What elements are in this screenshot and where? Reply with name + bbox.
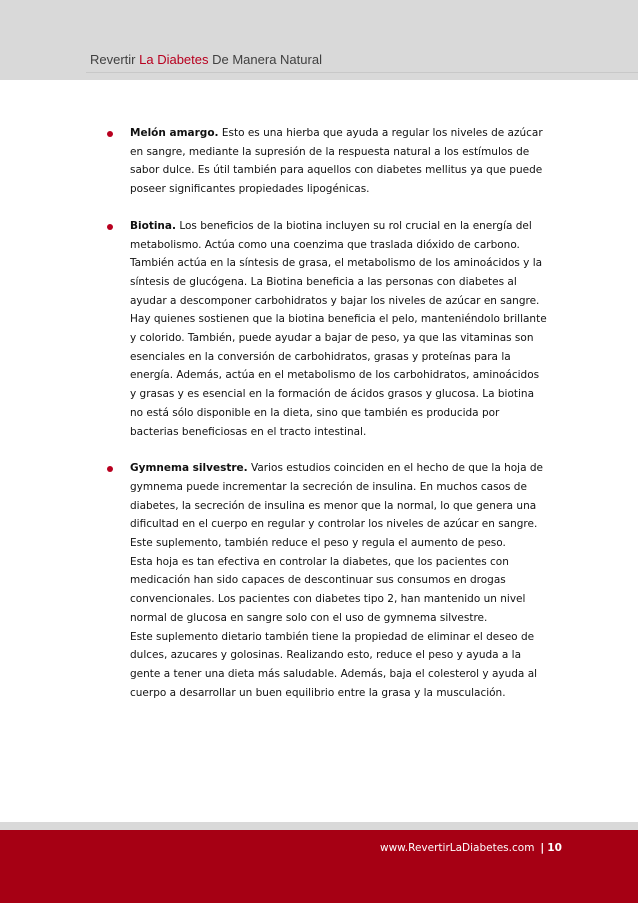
page-number: 10	[547, 842, 562, 854]
footer-url: www.RevertirLaDiabetes.com	[380, 842, 535, 854]
item-text: Varios estudios coinciden en el hecho de que la hoja de gymnema puede incrementar la secreción de insulina. En muchos casos de diabetes, la secreción de insulina es menor que la normal, lo que genera una dificultad en el cuerpo en regular y controlar los niveles de azúcar en sangre. Este suplemento, también reduce el peso y regula el aumento de peso.	[130, 462, 543, 550]
header-title-suffix: De Manera Natural	[208, 52, 322, 67]
footer-info	[380, 842, 562, 854]
item-paragraph	[130, 459, 547, 553]
footer-separator: |	[540, 842, 545, 854]
item-paragraph: Este suplemento dietario también tiene la propiedad de eliminar el deseo de dulces, azucares y golosinas. Realizando esto, reduce el peso y ayuda a la gente a tener una dieta más saludable. Además, baja el colesterol y ayuda al cuerpo a desarrollar un buen equilibrio entre la grasa y la musculación.	[130, 630, 538, 699]
item-text: Los beneficios de la biotina incluyen su rol crucial en la energía del metabolismo. Actúa como una coenzima que traslada dióxido de carbono. También actúa en la síntesis de grasa, el metabolismo de los aminoácidos y la síntesis de glucógena. La Biotina beneficia a las personas con diabetes al ayudar a descomponer carbohidratos y bajar los niveles de azúcar en sangre. Hay quienes sostienen que la biotina beneficia el pelo, manteniéndolo brillante y colorido. También, puede ayudar a bajar de peso, ya que las vitaminas son esenciales en la conversión de carbohidratos, grasas y proteínas para la energía. Además, actúa en el metabolismo de los carbohidratos, aminoácidos y grasas y es esencial en la formación de ácidos grasos y glucosa. La biotina no está sólo disponible en la dieta, sino que también es producida por bacterias beneficiosas en el tracto intestinal.	[130, 219, 547, 438]
item-paragraph	[130, 217, 547, 441]
item-text: Esto es una hierba que ayuda a regular los niveles de azúcar en sangre, mediante la supresión de la respuesta natural a los estímulos de sabor dulce. Es útil también para aquellos con diabetes mellitus ya que puede poseer significantes propiedades lipogénicas.	[130, 127, 543, 196]
bullet-icon	[107, 466, 113, 472]
item-paragraph: Esta hoja es tan efectiva en controlar la diabetes, que los pacientes con medicación han sido capaces de descontinuar sus consumos en drogas convencionales. Los pacientes con diabetes tipo 2, han mantenido un nivel normal de glucosa en sangre solo con el uso de gymnema silvestre.	[130, 555, 526, 624]
header-divider	[86, 72, 638, 73]
list-item-melon-amargo	[107, 124, 547, 199]
header-title-accent: La Diabetes	[139, 52, 209, 67]
item-term: Melón amargo.	[130, 127, 219, 139]
page-body	[107, 124, 547, 720]
item-paragraph	[130, 124, 547, 199]
page-footer	[0, 822, 638, 903]
bullet-icon	[107, 131, 113, 137]
header-title	[90, 52, 322, 67]
header-title-prefix: Revertir	[90, 52, 140, 67]
list-item-gymnema-silvestre	[107, 459, 547, 702]
bullet-icon	[107, 224, 113, 230]
list-item-biotina	[107, 217, 547, 441]
item-term: Biotina.	[130, 219, 176, 232]
item-term: Gymnema silvestre.	[130, 462, 248, 475]
page-header	[0, 0, 638, 80]
footer-divider	[0, 822, 638, 830]
